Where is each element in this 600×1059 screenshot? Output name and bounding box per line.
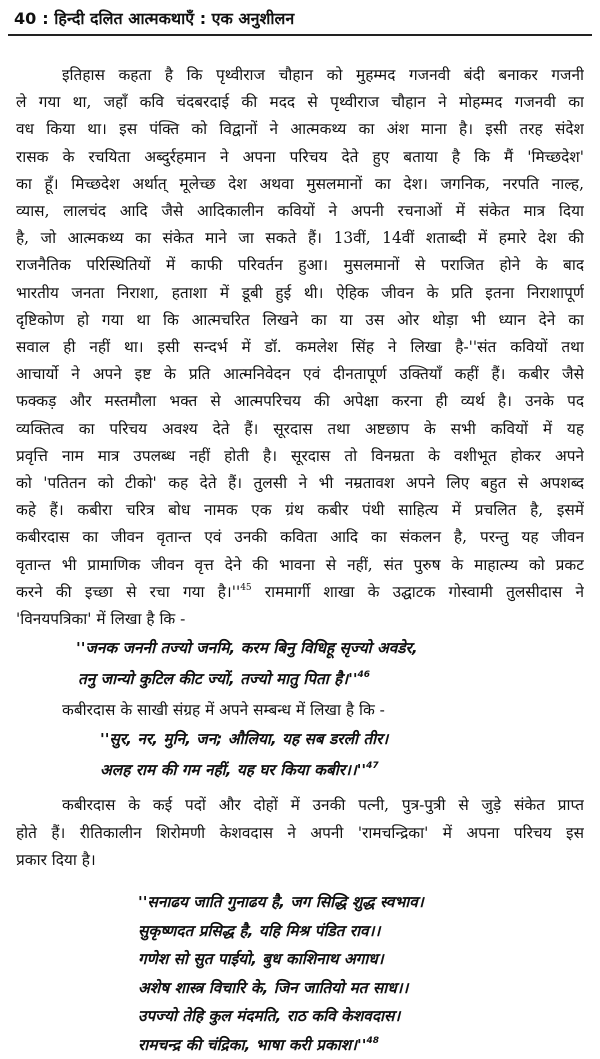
text-line: होते हैं। रीतिकालीन शिरोमणी केशवदास ने अपनी 'रामचन्द्रिका' में अपना परिचय इस: [16, 823, 584, 842]
text-line: आचार्यो ने अपने इष्ट के प्रति आत्मनिवेदन एवं दीनतापूर्ण उक्तियाँ कहीं हैं। कबीर जैसे: [16, 365, 584, 384]
footnote-marker: 45: [240, 582, 252, 593]
page-header: [8, 4, 592, 36]
text-line: व्यक्तित्व का परिचय अवश्य देते हैं। सूरदास तथा अष्टछाप के सभी कवियों में यह: [16, 419, 584, 438]
verse-line: तनु जान्यो कुटिल कीट ज्यों, तज्यो मातु पिता $है।''^{46}$: [78, 670, 371, 689]
text-line: फक्कड़ और मस्तमौला भक्त से आत्मपरिचय की अपेक्षा करना ही व्यर्थ है। उनके पद: [16, 392, 584, 411]
text-line: सवाल ही नहीं था। इसी सन्दर्भ में डॉ. कमलेश सिंह ने लिखा है-''संत कवियों तथा: [16, 338, 584, 357]
text-line: कहे हैं। कबीरा चरित्र बोध नामक एक ग्रंथ कबीर पंथी साहित्य में प्रचलित है, इसमें: [16, 501, 584, 520]
verse-1: [76, 633, 584, 695]
text-line: इतिहास कहता है कि पृथ्वीराज चौहान को मुहम्मद गजनवी बंदी बनाकर गजनी: [62, 66, 584, 84]
text-line: प्रवृत्ति नाम मात्र उपलब्ध नहीं होती है। सूरदास तो विनम्रता के वशीभूत होकर अपने: [16, 446, 584, 465]
footnote-marker: 48: [366, 1035, 379, 1046]
verse-2: [100, 724, 584, 786]
text-line: का हूँ। मिच्छदेश अर्थात् मूलेच्छ देश अथवा मुसलमानों का देश। जगनिक, नरपति नाल्ह,: [16, 174, 584, 193]
verse-line: अलह राम की गम नहीं, यह घर किया $कबीर।।''^{47}$: [100, 761, 379, 780]
text-line: राजनैतिक परिस्थितियों में काफी परिवर्तन हुआ। मुसलमानों से पराजित होने के बाद: [16, 256, 584, 275]
verse-3: [138, 888, 584, 1059]
body-text: [16, 62, 584, 1059]
verse-line: ''सनाढय जाति गुनाढय है, जग सिद्धि शुद्ध स्वभाव।: [138, 893, 424, 912]
text-line: ले गया था, जहाँ कवि चंदबरदाई की मदद से पृथ्वीराज चौहान ने मोहम्मद गजनवी का: [16, 93, 584, 112]
paragraph-1: [16, 62, 584, 633]
text-line: प्रकार दिया है।: [16, 850, 96, 869]
text-line-with-footnote: करने की इच्छा से रचा गया $है।''^{45}$ राममार्गी शाखा के उद्घाटक गोस्वामी तुलसीदास ने: [16, 582, 584, 601]
text-line: वृतान्त भी प्रामाणिक जीवन वृत्त देने की भावना से नहीं, संत पुरुष के माहात्म्य को प्रकट: [16, 555, 584, 574]
text-line: है, जो आत्मकथ्य का संकेत माने जा सकते हैं। 13वीं, 14वीं शताब्दी में हमारे देश की: [16, 229, 584, 248]
text-line: कबीरदास के कई पदों और दोहों में उनकी पत्नी, पुत्र-पुत्री से जुड़े संकेत प्राप्त: [62, 796, 584, 815]
verse-line: गणेश सो सुत पाईयो, बुध काशिनाथ अगाध।: [138, 950, 384, 969]
text-line: दृष्टिकोण हो गया था कि आत्मचरित लिखने का या उस ओर थोड़ा भी ध्यान देने का: [16, 310, 584, 329]
text-line: रासक के रचयिता अब्दुर्रहमान ने अपना परिचय देते हुए बताया है कि मैं 'मिच्छदेश': [16, 147, 584, 166]
text-line: वध किया था। इस पंक्ति को विद्वानों ने आत्मकथ्य का अंश माना है। इसी तरह संदेश: [16, 120, 584, 139]
verse-line: उपज्यो तेहि कुल मंदमति, राठ कवि केशवदास।: [138, 1007, 401, 1026]
verse-line: ''सुर, नर, मुनि, जन; औलिया, यह सब डरली तीर।: [100, 730, 389, 749]
text-line: भारतीय जनता निराशा, हताशा में डूबी हुई थी। ऐहिक जीवन के प्रति इतना निराशापूर्ण: [16, 283, 584, 302]
text-line: को 'पतितन को टीको' कह देते हैं। तुलसी ने भी नम्रतावश अपने लिए बहुत से अपशब्द: [16, 474, 584, 493]
verse-line: अशेष शास्त्र विचारि के, जिन जातियो मत साध।।: [138, 978, 409, 997]
paragraph-2: कबीरदास के साखी संग्रह में अपने सम्बन्ध में लिखा है कि -: [62, 701, 385, 720]
footnote-marker: 47: [366, 761, 379, 772]
text-line: 'विनयपत्रिका' में लिखा है कि -: [16, 610, 186, 629]
running-title: : हिन्दी दलित आत्मकथाएँ : एक अनुशीलन: [42, 9, 295, 28]
verse-line: रामचन्द्र की चंद्रिका, भाषा करी $प्रकाश।''^{48}$: [138, 1035, 379, 1054]
text-line: कबीरदास का जीवन वृतान्त एवं उनकी कविता आदि का संकलन है, परन्तु यह जीवन: [16, 528, 584, 547]
verse-line: ''जनक जननी तज्यो जनमि, करम बिनु विधिहू सृज्यो अवडेर,: [76, 639, 418, 658]
text-line: व्यास, लालचंद आदि जैसे आदिकालीन कवियों ने अपनी रचनाओं में संकेत मात्र दिया: [16, 202, 584, 221]
footnote-marker: 46: [357, 670, 371, 681]
page-number: 40: [14, 9, 37, 28]
paragraph-3: [16, 792, 584, 874]
verse-line: सुकृष्णदत प्रसिद्ध है, यहि मिश्र पंडित राव।।: [138, 921, 381, 940]
